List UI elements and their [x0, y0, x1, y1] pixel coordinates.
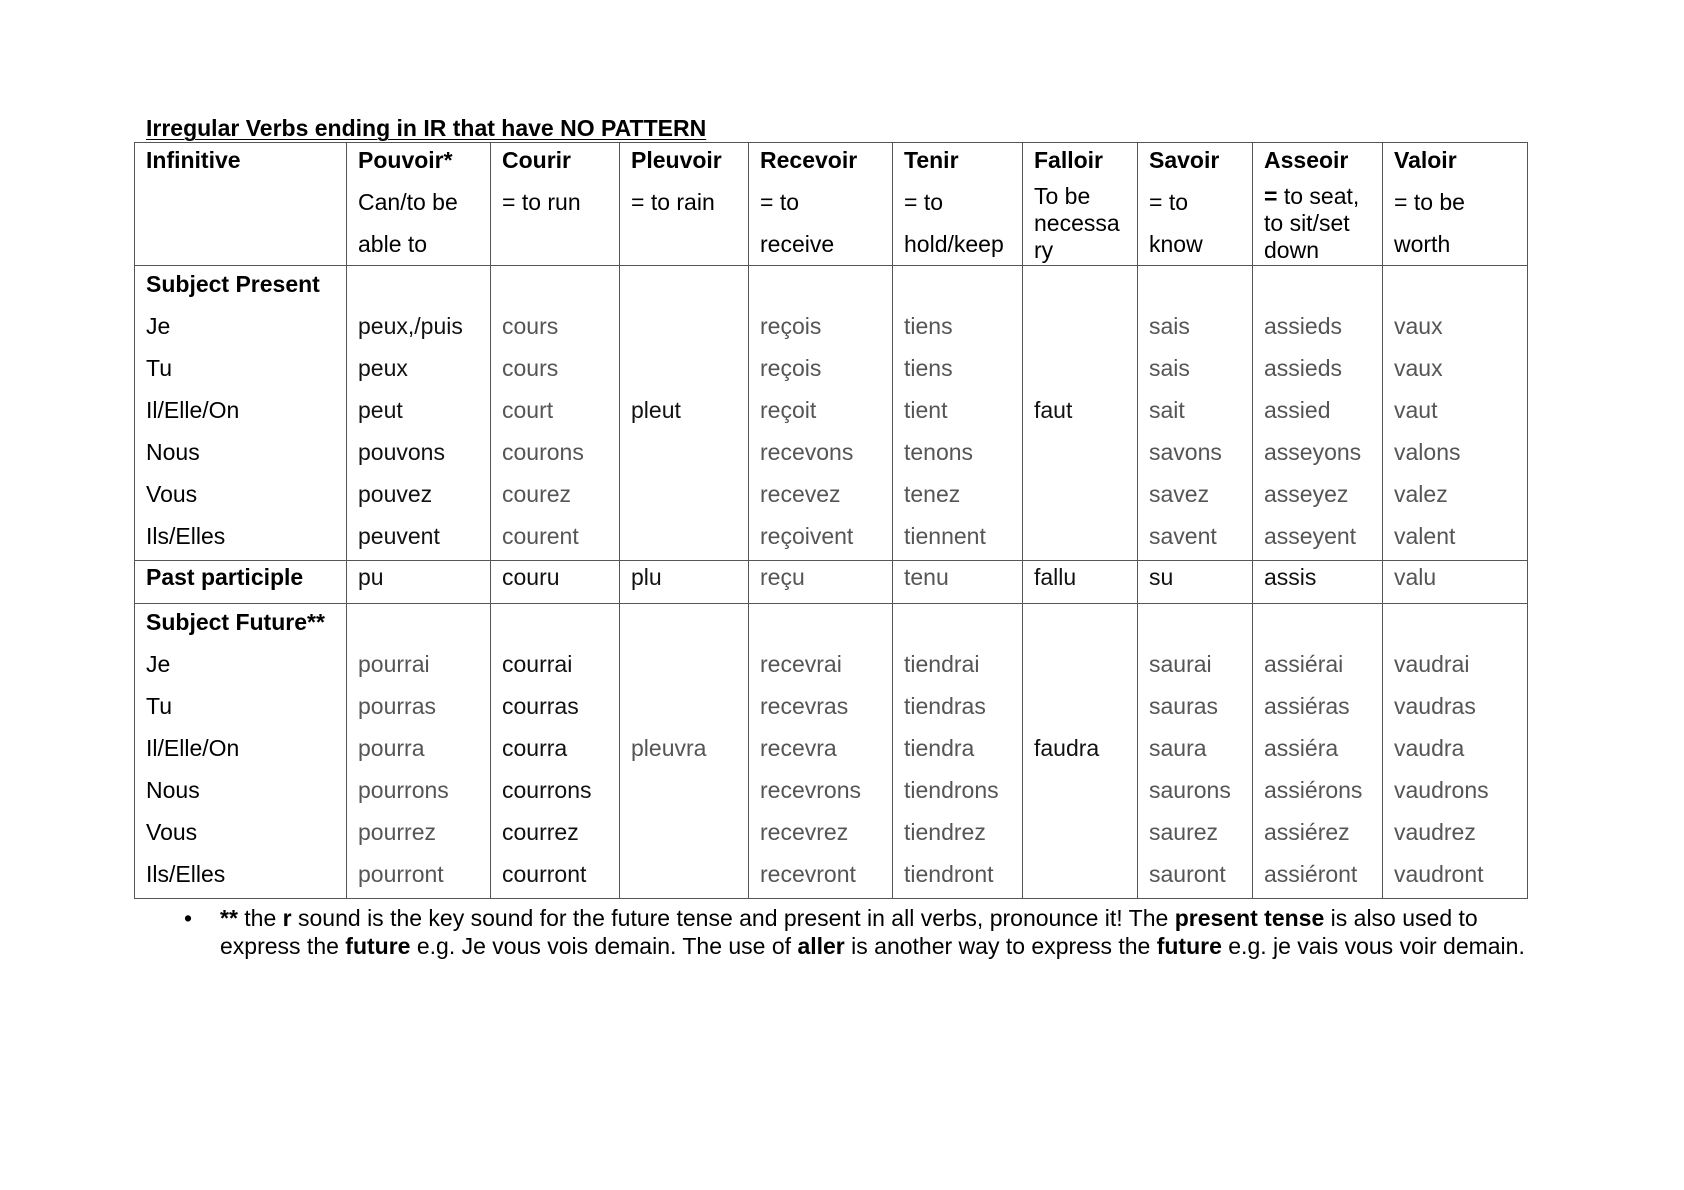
conjugated-form: courras [502, 693, 579, 719]
conjugated-form [631, 518, 748, 560]
conjugated-form: pouvons [358, 439, 445, 465]
verb-translation [1034, 181, 1137, 264]
conjugated-form: asseyent [1264, 523, 1357, 549]
past-participle-cell [1383, 561, 1528, 604]
conjugated-form: courrons [502, 777, 592, 803]
spacer [1149, 604, 1252, 646]
conjugated-form [631, 350, 748, 392]
footnote-segment: aller [797, 933, 845, 959]
translation-line [760, 181, 892, 223]
conjugated-form: reçois [760, 355, 822, 381]
translation-line [1264, 210, 1382, 237]
translation-equals: = [1264, 183, 1278, 209]
conjugated-form: cours [502, 313, 559, 339]
verb-translation [760, 181, 892, 265]
footnote [184, 904, 1564, 960]
translation-text: ry [1034, 237, 1054, 263]
conjugated-form: vaudras [1394, 693, 1476, 719]
past-participle-row [135, 561, 1528, 604]
conjugated-form: assiéras [1264, 693, 1350, 719]
conjugated-form: tient [904, 397, 948, 423]
spacer [1034, 266, 1137, 308]
verb-header-cell [491, 143, 620, 266]
spacer [760, 266, 892, 308]
footnote-segment: r [282, 905, 292, 931]
conjugated-form: pleuvra [631, 735, 707, 761]
conjugated-form: tiendra [904, 735, 975, 761]
future-conjugation-cell [1023, 604, 1138, 899]
spacer [1264, 266, 1382, 308]
conjugated-form [1034, 646, 1137, 688]
conjugated-form: valez [1394, 481, 1448, 507]
conjugated-form [631, 476, 748, 518]
conjugated-form: recevra [760, 735, 837, 761]
verb-name: Savoir [1149, 147, 1220, 173]
verb-table-body [135, 143, 1528, 899]
future-section-label: Subject Future** [146, 609, 325, 635]
present-conjugation-cell [347, 266, 491, 561]
conjugated-form: pourras [358, 693, 436, 719]
present-conjugation-cell [491, 266, 620, 561]
translation-text: = to [1149, 189, 1189, 215]
subject-pronoun: Ils/Elles [146, 523, 226, 549]
conjugated-form: tiendrez [904, 819, 986, 845]
past-participle-cell [749, 561, 893, 604]
conjugated-form: courons [502, 439, 584, 465]
past-participle-cell [1253, 561, 1383, 604]
translation-text: receive [760, 231, 835, 257]
translation-line [1149, 223, 1252, 265]
past-participle-value: assis [1264, 564, 1317, 590]
verb-translation [631, 181, 748, 223]
present-conjugation-cell [1383, 266, 1528, 561]
conjugated-form: recevrai [760, 651, 842, 677]
verb-name: Recevoir [760, 147, 858, 173]
conjugated-form: asseyons [1264, 439, 1362, 465]
past-participle-value: couru [502, 564, 560, 590]
past-participle-value: valu [1394, 564, 1437, 590]
past-participle-value: plu [631, 564, 662, 590]
conjugated-form [1034, 518, 1137, 560]
verb-translation [1394, 181, 1527, 265]
conjugated-form: reçoivent [760, 523, 854, 549]
conjugated-form: sais [1149, 313, 1190, 339]
translation-line [1149, 181, 1252, 223]
footnote-segment: e.g. Je vous vois demain. The use of [410, 933, 798, 959]
conjugated-form: pleut [631, 397, 681, 423]
future-conjugation-cell [749, 604, 893, 899]
conjugated-form: tiens [904, 355, 953, 381]
past-participle-value: fallu [1034, 564, 1077, 590]
conjugated-form: tiens [904, 313, 953, 339]
translation-line [1264, 237, 1382, 264]
header-row [135, 143, 1528, 266]
translation-text: down [1264, 237, 1319, 263]
conjugated-form: sait [1149, 397, 1185, 423]
future-conjugation-cell [491, 604, 620, 899]
future-conjugation-cell [1383, 604, 1528, 899]
spacer [1394, 266, 1527, 308]
footnote-segment: is another way to express the [844, 933, 1157, 959]
conjugated-form: assieds [1264, 313, 1342, 339]
translation-line [1394, 181, 1527, 223]
conjugated-form [1034, 688, 1137, 730]
conjugated-form: courez [502, 481, 572, 507]
conjugated-form: vaudront [1394, 861, 1484, 887]
bullet-icon: • [184, 905, 193, 931]
conjugated-form: savons [1149, 439, 1222, 465]
conjugated-form [1034, 350, 1137, 392]
verb-translation [358, 181, 490, 265]
verb-header-cell [893, 143, 1023, 266]
translation-line [760, 223, 892, 265]
conjugated-form: assiérez [1264, 819, 1350, 845]
conjugated-form: reçoit [760, 397, 817, 423]
translation-line [1034, 237, 1137, 264]
conjugated-form [631, 308, 748, 350]
conjugated-form: vaux [1394, 355, 1443, 381]
footnote-segment: present tense [1174, 905, 1325, 931]
infinitive-header-cell [135, 143, 347, 266]
conjugated-form: recevrez [760, 819, 849, 845]
subject-pronoun: Nous [146, 777, 200, 803]
verb-name: Falloir [1034, 147, 1104, 173]
future-section-row [135, 604, 1528, 899]
conjugated-form: saura [1149, 735, 1207, 761]
conjugated-form: sauras [1149, 693, 1219, 719]
translation-text: = to rain [631, 189, 715, 215]
spacer [631, 266, 748, 308]
spacer [502, 604, 619, 646]
conjugated-form: tenez [904, 481, 961, 507]
conjugated-form: valons [1394, 439, 1461, 465]
past-participle-label: Past participle [146, 564, 304, 590]
present-conjugation-cell [1023, 266, 1138, 561]
conjugated-form: assiéront [1264, 861, 1358, 887]
spacer [358, 604, 490, 646]
conjugated-form [631, 434, 748, 476]
translation-line [1394, 223, 1527, 265]
conjugated-form: assiéra [1264, 735, 1339, 761]
spacer [1034, 604, 1137, 646]
spacer [904, 604, 1022, 646]
past-participle-cell [347, 561, 491, 604]
conjugated-form: sauront [1149, 861, 1226, 887]
translation-text: know [1149, 231, 1203, 257]
conjugated-form: vaudrons [1394, 777, 1489, 803]
conjugated-form: vaux [1394, 313, 1443, 339]
past-participle-cell [1138, 561, 1253, 604]
conjugated-form [631, 772, 748, 814]
conjugated-form: recevons [760, 439, 854, 465]
conjugated-form: recevrons [760, 777, 861, 803]
conjugated-form: pourrai [358, 651, 430, 677]
past-participle-value: pu [358, 564, 384, 590]
present-subjects-cell [135, 266, 347, 561]
verb-translation [1149, 181, 1252, 265]
past-participle-cell [620, 561, 749, 604]
conjugated-form: saurez [1149, 819, 1219, 845]
footnote-segment: future [345, 933, 411, 959]
present-conjugation-cell [893, 266, 1023, 561]
translation-text: necessa [1034, 210, 1120, 236]
verb-header-cell [1138, 143, 1253, 266]
translation-text: To be [1034, 183, 1091, 209]
conjugated-form: courent [502, 523, 579, 549]
conjugated-form: court [502, 397, 554, 423]
conjugated-form [631, 688, 748, 730]
conjugated-form: tenons [904, 439, 974, 465]
conjugated-form [631, 856, 748, 898]
present-conjugation-cell [620, 266, 749, 561]
future-conjugation-cell [347, 604, 491, 899]
conjugated-form: vaudra [1394, 735, 1465, 761]
footnote-segment: future [1156, 933, 1222, 959]
conjugated-form: pouvez [358, 481, 433, 507]
conjugated-form: vaudrez [1394, 819, 1476, 845]
subject-pronoun: Vous [146, 819, 198, 845]
verb-table [134, 142, 1528, 899]
present-conjugation-cell [749, 266, 893, 561]
future-subjects-cell [135, 604, 347, 899]
footnote-segment: e.g. je vais vous voir demain. [1221, 933, 1525, 959]
translation-text: = to be [1394, 189, 1465, 215]
conjugated-form: tiendront [904, 861, 994, 887]
past-participle-label-cell [135, 561, 347, 604]
translation-text: = to run [502, 189, 581, 215]
conjugated-form: saurons [1149, 777, 1231, 803]
conjugated-form: courrai [502, 651, 573, 677]
conjugated-form: cours [502, 355, 559, 381]
translation-line [1034, 210, 1137, 237]
translation-text: = to [760, 189, 800, 215]
conjugated-form: peux [358, 355, 408, 381]
subject-pronoun: Tu [146, 355, 172, 381]
conjugated-form: peuvent [358, 523, 440, 549]
conjugated-form: faudra [1034, 735, 1100, 761]
conjugated-form [1034, 308, 1137, 350]
conjugated-form [1034, 476, 1137, 518]
conjugated-form: reçois [760, 313, 822, 339]
present-conjugation-cell [1138, 266, 1253, 561]
present-section-label: Subject Present [146, 271, 320, 297]
subject-pronoun: Il/Elle/On [146, 735, 240, 761]
subject-pronoun: Ils/Elles [146, 861, 226, 887]
conjugated-form: assied [1264, 397, 1331, 423]
conjugated-form: pourront [358, 861, 444, 887]
verb-header-cell [620, 143, 749, 266]
spacer [358, 266, 490, 308]
verb-name: Courir [502, 147, 571, 173]
conjugated-form: recevras [760, 693, 849, 719]
translation-line [631, 181, 748, 223]
verb-name: Pouvoir* [358, 147, 453, 173]
conjugated-form [1034, 772, 1137, 814]
future-conjugation-cell [620, 604, 749, 899]
conjugated-form: asseyez [1264, 481, 1349, 507]
subject-pronoun: Nous [146, 439, 200, 465]
spacer [502, 266, 619, 308]
conjugated-form: courront [502, 861, 587, 887]
subject-pronoun: Tu [146, 693, 172, 719]
conjugated-form: courrez [502, 819, 579, 845]
conjugated-form: tiendras [904, 693, 986, 719]
footnote-segment: sound is the key sound for the future tense and present in all verbs, pronounce it! The [291, 905, 1175, 931]
subject-pronoun: Vous [146, 481, 198, 507]
translation-line [358, 223, 490, 265]
spacer [904, 266, 1022, 308]
translation-text: Can/to be [358, 189, 458, 215]
conjugated-form: recevez [760, 481, 841, 507]
conjugated-form: vaudrai [1394, 651, 1470, 677]
conjugated-form: assiérons [1264, 777, 1363, 803]
future-conjugation-cell [1138, 604, 1253, 899]
conjugated-form: saurai [1149, 651, 1212, 677]
footnote-segment: is also used to express the [220, 905, 1478, 959]
past-participle-value: reçu [760, 564, 805, 590]
past-participle-cell [893, 561, 1023, 604]
verb-translation [1264, 181, 1382, 264]
conjugated-form: valent [1394, 523, 1456, 549]
page-title: Irregular Verbs ending in IR that have NO PATTERN [146, 115, 707, 141]
conjugated-form: courra [502, 735, 568, 761]
footnote-segment: ** [220, 905, 238, 931]
translation-line [502, 181, 619, 223]
footnote-segment: the [237, 905, 283, 931]
future-conjugation-cell [1253, 604, 1383, 899]
conjugated-form: recevront [760, 861, 856, 887]
translation-text: to sit/set [1264, 210, 1350, 236]
verb-name: Tenir [904, 147, 959, 173]
conjugated-form [1034, 434, 1137, 476]
conjugated-form: pourra [358, 735, 425, 761]
past-participle-value: su [1149, 564, 1174, 590]
translation-line [1264, 183, 1382, 210]
translation-line [1034, 183, 1137, 210]
verb-translation [904, 181, 1022, 265]
spacer [1149, 266, 1252, 308]
conjugated-form [631, 646, 748, 688]
translation-line [358, 181, 490, 223]
subject-pronoun: Je [146, 651, 171, 677]
verb-header-cell [749, 143, 893, 266]
translation-text: worth [1394, 231, 1451, 257]
present-section-row [135, 266, 1528, 561]
verb-header-cell [1383, 143, 1528, 266]
present-conjugation-cell [1253, 266, 1383, 561]
conjugated-form: assiérai [1264, 651, 1344, 677]
past-participle-value: tenu [904, 564, 949, 590]
verb-header-cell [1023, 143, 1138, 266]
conjugated-form: tiennent [904, 523, 986, 549]
conjugated-form: savez [1149, 481, 1210, 507]
spacer [1394, 604, 1527, 646]
past-participle-cell [1023, 561, 1138, 604]
infinitive-label: Infinitive [146, 147, 241, 173]
conjugated-form: tiendrai [904, 651, 980, 677]
translation-line [904, 181, 1022, 223]
conjugated-form: vaut [1394, 397, 1438, 423]
verb-header-cell [1253, 143, 1383, 266]
conjugated-form: peut [358, 397, 403, 423]
conjugated-form [631, 814, 748, 856]
translation-text: hold/keep [904, 231, 1004, 257]
conjugated-form: faut [1034, 397, 1073, 423]
translation-text: able to [358, 231, 428, 257]
translation-text: to seat, [1277, 183, 1360, 209]
translation-text: = to [904, 189, 944, 215]
spacer [1264, 604, 1382, 646]
footnote-text [220, 904, 1564, 960]
spacer [760, 604, 892, 646]
subject-pronoun: Il/Elle/On [146, 397, 240, 423]
conjugated-form: savent [1149, 523, 1217, 549]
subject-pronoun: Je [146, 313, 171, 339]
verb-name: Pleuvoir [631, 147, 722, 173]
conjugated-form: sais [1149, 355, 1190, 381]
conjugated-form: peux,/puis [358, 313, 463, 339]
translation-line [904, 223, 1022, 265]
future-conjugation-cell [893, 604, 1023, 899]
conjugated-form [1034, 856, 1137, 898]
conjugated-form: pourrez [358, 819, 436, 845]
conjugated-form: pourrons [358, 777, 449, 803]
conjugated-form: tiendrons [904, 777, 999, 803]
past-participle-cell [491, 561, 620, 604]
verb-header-cell [347, 143, 491, 266]
conjugated-form [1034, 814, 1137, 856]
verb-name: Asseoir [1264, 147, 1349, 173]
verb-translation [502, 181, 619, 223]
conjugated-form: assieds [1264, 355, 1342, 381]
spacer [631, 604, 748, 646]
verb-name: Valoir [1394, 147, 1457, 173]
